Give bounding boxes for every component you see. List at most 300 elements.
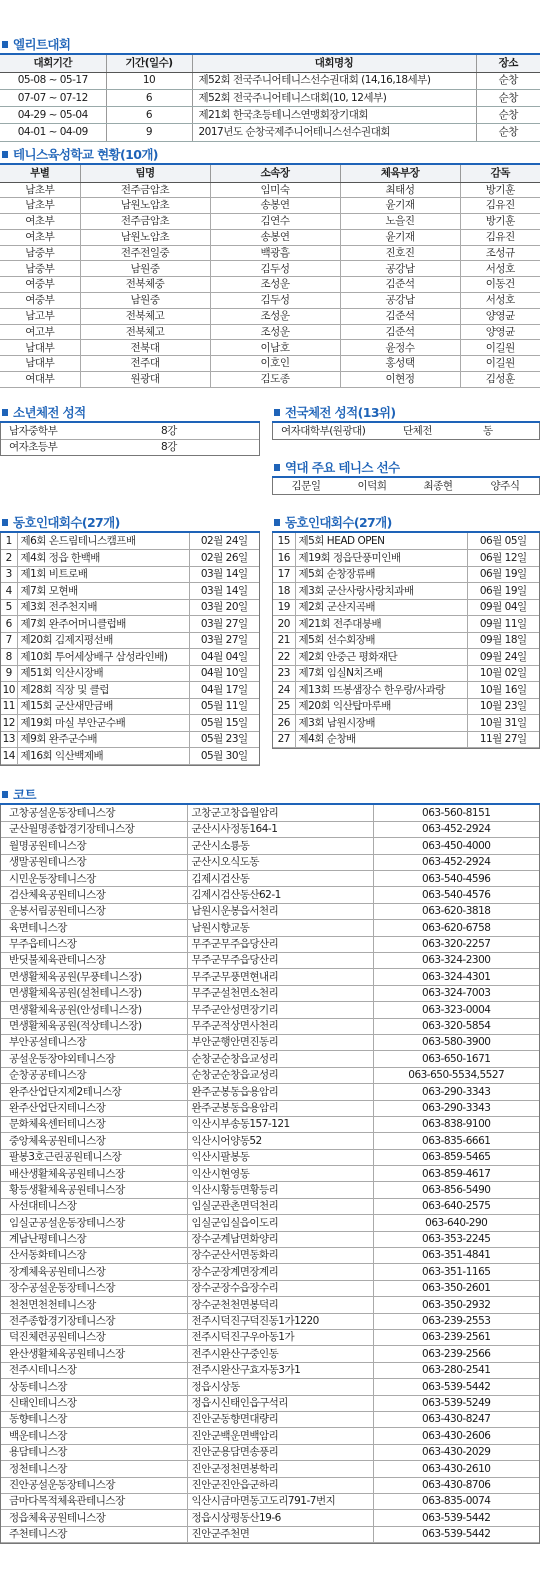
team-cell: 전주대: [80, 356, 210, 372]
table-row: [273, 665, 539, 682]
tournament-name-cell: 제4회 정읍 한백배: [17, 550, 189, 567]
period-cell: 04-01 ~ 04-09: [0, 124, 106, 141]
table-row: [0, 356, 540, 372]
number-cell: 26: [273, 715, 295, 732]
elite-section: [0, 35, 540, 142]
event-name-cell: 제52회 전국주니어테니스선수권대회 (14,16,18세부): [192, 72, 476, 89]
venue-cell: 순창: [476, 107, 540, 124]
phone-cell: 063-620-6758: [373, 920, 539, 936]
tournament-name-cell: 제7회 모현배: [17, 583, 189, 600]
table-row: [1, 1034, 539, 1050]
table-row: [0, 182, 540, 198]
date-cell: 10월 02일: [467, 665, 539, 682]
address-cell: 부안군행안면진동리: [187, 1034, 373, 1050]
address-cell: 장수군장수읍장수리: [187, 1280, 373, 1296]
table-row: [1, 1526, 539, 1542]
pe-head-cell: 김준석: [340, 308, 460, 324]
number-cell: 22: [273, 649, 295, 666]
club-left-table: [1, 533, 259, 765]
court-name-cell: 산서동화테니스장: [1, 1248, 187, 1264]
phone-cell: 063-430-2606: [373, 1428, 539, 1444]
court-name-cell: 반딧불체육관테니스장: [1, 953, 187, 969]
address-cell: 고창군고창읍월암리: [187, 805, 373, 821]
square-bullet-icon: [2, 409, 8, 416]
phone-cell: 063-323-0004: [373, 1002, 539, 1018]
tournament-name-cell: 제1회 비트로배: [17, 566, 189, 583]
table-row: [273, 583, 539, 600]
phone-cell: 063-650-5534,5527: [373, 1067, 539, 1083]
court-name-cell: 전주시테니스장: [1, 1362, 187, 1378]
court-name-cell: 장수공설운동장테니스장: [1, 1280, 187, 1296]
pe-head-cell: 공강남: [340, 293, 460, 309]
pe-head-cell: 홍성택: [340, 356, 460, 372]
team-cell: 전주금암초: [80, 214, 210, 230]
number-cell: 1: [1, 533, 17, 550]
principal-cell: 김두성: [210, 261, 340, 277]
date-cell: 10월 31일: [467, 715, 539, 732]
phone-cell: 063-351-1165: [373, 1264, 539, 1280]
date-cell: 09월 04일: [467, 599, 539, 616]
court-name-cell: 군산월명종합경기장테니스장: [1, 821, 187, 837]
principal-cell: 이호인: [210, 356, 340, 372]
courts-table: [1, 805, 539, 1543]
phone-cell: 063-452-2924: [373, 854, 539, 870]
table-row: [0, 245, 540, 261]
number-cell: 24: [273, 682, 295, 699]
address-cell: 김제시검산동산62-1: [187, 887, 373, 903]
coach-cell: 이길원: [460, 356, 540, 372]
table-row: [1, 1493, 539, 1509]
coach-cell: 서성호: [460, 293, 540, 309]
court-name-cell: 덕진체련공원테니스장: [1, 1330, 187, 1346]
table-row: [0, 277, 540, 293]
number-cell: 20: [273, 616, 295, 633]
table-row: [1, 583, 259, 600]
principal-cell: 김연수: [210, 214, 340, 230]
phone-cell: 063-239-2566: [373, 1346, 539, 1362]
date-cell: 11월 27일: [467, 731, 539, 748]
phone-cell: 063-430-2610: [373, 1461, 539, 1477]
phone-cell: 063-540-4576: [373, 887, 539, 903]
address-cell: 진안군주천면: [187, 1526, 373, 1542]
national-box: [272, 423, 540, 440]
principal-cell: 조성운: [210, 324, 340, 340]
tournament-name-cell: 제51회 익산시장배: [17, 665, 189, 682]
table-row: [1, 1002, 539, 1018]
team-cell: 전북체고: [80, 324, 210, 340]
court-name-cell: 백운테니스장: [1, 1428, 187, 1444]
table-row: [1, 1362, 539, 1378]
phone-cell: 063-640-290: [373, 1215, 539, 1231]
tournament-name-cell: 제2회 군산지곡배: [295, 599, 467, 616]
number-cell: 4: [1, 583, 17, 600]
table-row: [1, 871, 539, 887]
tournament-name-cell: 제15회 군산새만금배: [17, 698, 189, 715]
division-cell: 여고부: [0, 324, 80, 340]
court-name-cell: 사선대테니스장: [1, 1198, 187, 1214]
principal-cell: 조성운: [210, 277, 340, 293]
phone-cell: 063-320-5854: [373, 1018, 539, 1034]
tournament-name-cell: 제16회 익산백제배: [17, 748, 189, 765]
school-table: [0, 165, 540, 388]
phone-cell: 063-838-9100: [373, 1116, 539, 1132]
phone-cell: 063-239-2553: [373, 1313, 539, 1329]
address-cell: 완주군봉동읍용암리: [187, 1084, 373, 1100]
court-name-cell: 임실군공설운동장테니스장: [1, 1215, 187, 1231]
number-cell: 21: [273, 632, 295, 649]
phone-cell: 063-351-4841: [373, 1248, 539, 1264]
principal-cell: 백광흠: [210, 245, 340, 261]
division-cell: 남고부: [0, 308, 80, 324]
number-cell: 8: [1, 649, 17, 666]
phone-cell: 063-620-3818: [373, 903, 539, 919]
address-cell: 무주군안성면장기리: [187, 1002, 373, 1018]
table-row: [0, 293, 540, 309]
table-row: [1, 821, 539, 837]
date-cell: 03월 14일: [189, 566, 259, 583]
team-cell: 전북체중: [80, 277, 210, 293]
court-name-cell: 진안공설운동장테니스장: [1, 1477, 187, 1493]
national-section: [272, 403, 540, 440]
table-row: [0, 340, 540, 356]
table-row: [1, 1133, 539, 1149]
player-name: 이덕희: [357, 479, 387, 492]
address-cell: 익산시부송동157-121: [187, 1116, 373, 1132]
number-cell: 12: [1, 715, 17, 732]
youth-box: [0, 423, 260, 456]
number-cell: 27: [273, 731, 295, 748]
address-cell: 익산시현영동: [187, 1166, 373, 1182]
phone-cell: 063-430-2029: [373, 1444, 539, 1460]
youth-title: 소년체전 성적: [0, 403, 260, 423]
number-cell: 15: [273, 533, 295, 550]
address-cell: 진안군백운면백암리: [187, 1428, 373, 1444]
coach-cell: 방기훈: [460, 182, 540, 198]
table-row: [1, 1346, 539, 1362]
event-name-cell: 2017년도 순창국제주니어테니스선수권대회: [192, 124, 476, 141]
team-cell: 남원중: [80, 261, 210, 277]
number-cell: 2: [1, 550, 17, 567]
phone-cell: 063-324-7003: [373, 985, 539, 1001]
division-cell: 여초부: [0, 214, 80, 230]
court-name-cell: 육면테니스장: [1, 920, 187, 936]
court-name-cell: 면생활체육공원(설천테니스장): [1, 985, 187, 1001]
column-header: 대회기간: [0, 55, 106, 72]
phone-cell: 063-859-5465: [373, 1149, 539, 1165]
table-row: [0, 72, 540, 89]
number-cell: 11: [1, 698, 17, 715]
days-cell: 9: [106, 124, 192, 141]
address-cell: 군산시오식도동: [187, 854, 373, 870]
address-cell: 무주군설천면소천리: [187, 985, 373, 1001]
table-row: [1, 969, 539, 985]
table-row: [0, 324, 540, 340]
phone-cell: 063-856-5490: [373, 1182, 539, 1198]
principal-cell: 김두성: [210, 293, 340, 309]
players-title: 역대 주요 테니스 선수: [272, 458, 540, 478]
address-cell: 군산시사정동164-1: [187, 821, 373, 837]
court-name-cell: 동향테니스장: [1, 1411, 187, 1427]
court-name-cell: 문화체육센터테니스장: [1, 1116, 187, 1132]
phone-cell: 063-290-3343: [373, 1100, 539, 1116]
coach-cell: 양영균: [460, 324, 540, 340]
school-title: 테니스육성학교 현황(10개): [0, 145, 540, 165]
table-row: [1, 1231, 539, 1247]
principal-cell: 조성운: [210, 308, 340, 324]
table-row: [1, 1166, 539, 1182]
address-cell: 임실군관촌면덕천리: [187, 1198, 373, 1214]
table-row: [1, 533, 259, 550]
court-name-cell: 팔봉3호근린공원테니스장: [1, 1149, 187, 1165]
court-name-cell: 계남난평테니스장: [1, 1231, 187, 1247]
table-row: [1, 665, 259, 682]
phone-cell: 063-859-4617: [373, 1166, 539, 1182]
number-cell: 17: [273, 566, 295, 583]
table-row: [1, 1395, 539, 1411]
table-row: [273, 616, 539, 633]
national-title: 전국체전 성적(13위): [272, 403, 540, 423]
column-header: 감독: [460, 165, 540, 182]
table-row: [1, 1477, 539, 1493]
division-cell: 남중부: [0, 245, 80, 261]
column-header: 대회명칭: [192, 55, 476, 72]
school-section: [0, 145, 540, 388]
days-cell: 6: [106, 89, 192, 106]
period-cell: 07-07 ~ 07-12: [0, 89, 106, 106]
phone-cell: 063-320-2257: [373, 936, 539, 952]
days-cell: 6: [106, 107, 192, 124]
youth-section: [0, 403, 260, 456]
player-name: 양주식: [490, 479, 520, 492]
youth-result: 8강: [161, 423, 259, 439]
table-row: [1, 715, 259, 732]
table-row: [1, 903, 539, 919]
date-cell: 05월 11일: [189, 698, 259, 715]
club-left-section: [0, 513, 260, 766]
column-header: 팀명: [80, 165, 210, 182]
tournament-name-cell: 제7회 임실N치즈배: [295, 665, 467, 682]
table-row: [273, 632, 539, 649]
court-name-cell: 신태인테니스장: [1, 1395, 187, 1411]
national-division: 여자대학부(원광대): [281, 424, 366, 437]
court-name-cell: 무주읍테니스장: [1, 936, 187, 952]
tournament-name-cell: 제5회 선수회장배: [295, 632, 467, 649]
date-cell: 05월 30일: [189, 748, 259, 765]
phone-cell: 063-430-8247: [373, 1411, 539, 1427]
phone-cell: 063-539-5249: [373, 1395, 539, 1411]
date-cell: 02월 24일: [189, 533, 259, 550]
phone-cell: 063-324-4301: [373, 969, 539, 985]
coach-cell: 김유진: [460, 198, 540, 214]
table-row: [1, 1149, 539, 1165]
division-cell: 남대부: [0, 340, 80, 356]
table-row: [1, 616, 259, 633]
elite-title: 엘리트대회: [0, 35, 540, 55]
date-cell: 04월 17일: [189, 682, 259, 699]
pe-head-cell: 노을진: [340, 214, 460, 230]
event-name-cell: 제52회 전국주니어테니스대회(10, 12세부): [192, 89, 476, 106]
principal-cell: 송봉연: [210, 229, 340, 245]
table-row: [1, 1248, 539, 1264]
table-row: [1, 1297, 539, 1313]
address-cell: 익산시금마면동고도리791-7번지: [187, 1493, 373, 1509]
table-row: [273, 731, 539, 748]
phone-cell: 063-835-6661: [373, 1133, 539, 1149]
table-row: [1, 1510, 539, 1526]
date-cell: 09월 18일: [467, 632, 539, 649]
team-cell: 남원노암초: [80, 198, 210, 214]
date-cell: 06월 05일: [467, 533, 539, 550]
table-row: [1, 1428, 539, 1444]
date-cell: 09월 11일: [467, 616, 539, 633]
phone-cell: 063-239-2561: [373, 1330, 539, 1346]
address-cell: 무주군무풍면현내리: [187, 969, 373, 985]
coach-cell: 방기훈: [460, 214, 540, 230]
column-header: 기간(일수): [106, 55, 192, 72]
table-row: [1, 1264, 539, 1280]
pe-head-cell: 이현정: [340, 372, 460, 388]
pe-head-cell: 윤기재: [340, 229, 460, 245]
address-cell: 진안군진안읍군하리: [187, 1477, 373, 1493]
table-row: [0, 372, 540, 388]
tournament-name-cell: 제20회 익산탑마루배: [295, 698, 467, 715]
date-cell: 03월 14일: [189, 583, 259, 600]
number-cell: 25: [273, 698, 295, 715]
club-left-title: 동호인대회수(27개): [0, 513, 260, 533]
player-name: 최종현: [423, 479, 453, 492]
court-name-cell: 천천면천천테니스장: [1, 1297, 187, 1313]
table-row: [1, 698, 259, 715]
table-row: [1, 1182, 539, 1198]
tournament-name-cell: 제21회 전주대붕배: [295, 616, 467, 633]
courts-title: 코트: [0, 785, 540, 805]
address-cell: 무주군적상면사천리: [187, 1018, 373, 1034]
table-row: [1, 1379, 539, 1395]
period-cell: 04-29 ~ 05-04: [0, 107, 106, 124]
table-row: [0, 229, 540, 245]
table-row: [1, 439, 259, 455]
player-name: 김문일: [291, 479, 321, 492]
address-cell: 전주시덕진구우아동1가: [187, 1330, 373, 1346]
address-cell: 순창군순창읍교성리: [187, 1067, 373, 1083]
division-cell: 남대부: [0, 356, 80, 372]
address-cell: 익산시어양동52: [187, 1133, 373, 1149]
phone-cell: 063-835-0074: [373, 1493, 539, 1509]
column-header: 체육부장: [340, 165, 460, 182]
table-row: [1, 1100, 539, 1116]
table-row: [0, 261, 540, 277]
national-medal: 동: [483, 424, 493, 437]
tournament-name-cell: 제19회 마실 부안군수배: [17, 715, 189, 732]
table-row: [1, 731, 259, 748]
court-name-cell: 고창공설운동장테니스장: [1, 805, 187, 821]
court-name-cell: 장계체육공원테니스장: [1, 1264, 187, 1280]
table-row: [1, 1330, 539, 1346]
address-cell: 장수군산서면동화리: [187, 1248, 373, 1264]
address-cell: 진안군정천면봉학리: [187, 1461, 373, 1477]
tournament-name-cell: 제20회 김제지평선배: [17, 632, 189, 649]
number-cell: 16: [273, 550, 295, 567]
number-cell: 3: [1, 566, 17, 583]
table-row: [273, 599, 539, 616]
table-row: [1, 1461, 539, 1477]
venue-cell: 순창: [476, 124, 540, 141]
phone-cell: 063-539-5442: [373, 1526, 539, 1542]
pe-head-cell: 진호진: [340, 245, 460, 261]
pe-head-cell: 공강남: [340, 261, 460, 277]
address-cell: 임실군임실읍이도리: [187, 1215, 373, 1231]
table-row: [0, 124, 540, 141]
phone-cell: 063-450-4000: [373, 838, 539, 854]
date-cell: 05월 23일: [189, 731, 259, 748]
division-cell: 남초부: [0, 198, 80, 214]
court-name-cell: 상동테니스장: [1, 1379, 187, 1395]
number-cell: 10: [1, 682, 17, 699]
column-header: 장소: [476, 55, 540, 72]
address-cell: 장수군계남면화양리: [187, 1231, 373, 1247]
table-row: [1, 985, 539, 1001]
phone-cell: 063-350-2932: [373, 1297, 539, 1313]
court-name-cell: 용담테니스장: [1, 1444, 187, 1460]
tournament-name-cell: 제7회 완주어머니클럽배: [17, 616, 189, 633]
table-row: [1, 936, 539, 952]
division-cell: 여중부: [0, 293, 80, 309]
table-row: [1, 1018, 539, 1034]
court-name-cell: 금마다목적체육관테니스장: [1, 1493, 187, 1509]
number-cell: 9: [1, 665, 17, 682]
date-cell: 03월 20일: [189, 599, 259, 616]
address-cell: 김제시검산동: [187, 871, 373, 887]
court-name-cell: 정천테니스장: [1, 1461, 187, 1477]
table-row: [1, 1444, 539, 1460]
square-bullet-icon: [2, 41, 8, 48]
table-row: [1, 682, 259, 699]
date-cell: 10월 16일: [467, 682, 539, 699]
date-cell: 05월 15일: [189, 715, 259, 732]
address-cell: 진안군동향면대량리: [187, 1411, 373, 1427]
players-section: [272, 458, 540, 495]
coach-cell: 이동건: [460, 277, 540, 293]
address-cell: 정읍시상동: [187, 1379, 373, 1395]
table-row: [273, 566, 539, 583]
tournament-name-cell: 제3회 남원시장배: [295, 715, 467, 732]
number-cell: 18: [273, 583, 295, 600]
court-name-cell: 완주산업단지제2테니스장: [1, 1084, 187, 1100]
venue-cell: 순창: [476, 89, 540, 106]
elite-table: [0, 55, 540, 142]
court-name-cell: 운봉서림공원테니스장: [1, 903, 187, 919]
table-row: [1, 838, 539, 854]
address-cell: 정읍시상평동산19-6: [187, 1510, 373, 1526]
address-cell: 진안군용담면송풍리: [187, 1444, 373, 1460]
division-cell: 여초부: [0, 229, 80, 245]
address-cell: 완주군봉동읍용암리: [187, 1100, 373, 1116]
court-name-cell: 중앙체육공원테니스장: [1, 1133, 187, 1149]
coach-cell: 김성훈: [460, 372, 540, 388]
court-name-cell: 배산생활체육공원테니스장: [1, 1166, 187, 1182]
square-bullet-icon: [274, 409, 280, 416]
table-row: [1, 566, 259, 583]
table-row: [1, 1215, 539, 1231]
principal-cell: 송봉연: [210, 198, 340, 214]
tournament-name-cell: 제9회 완주군수배: [17, 731, 189, 748]
court-name-cell: 시민운동장테니스장: [1, 871, 187, 887]
column-header: 소속장: [210, 165, 340, 182]
table-row: [273, 550, 539, 567]
table-row: [273, 682, 539, 699]
pe-head-cell: 김준석: [340, 324, 460, 340]
table-row: [1, 649, 259, 666]
